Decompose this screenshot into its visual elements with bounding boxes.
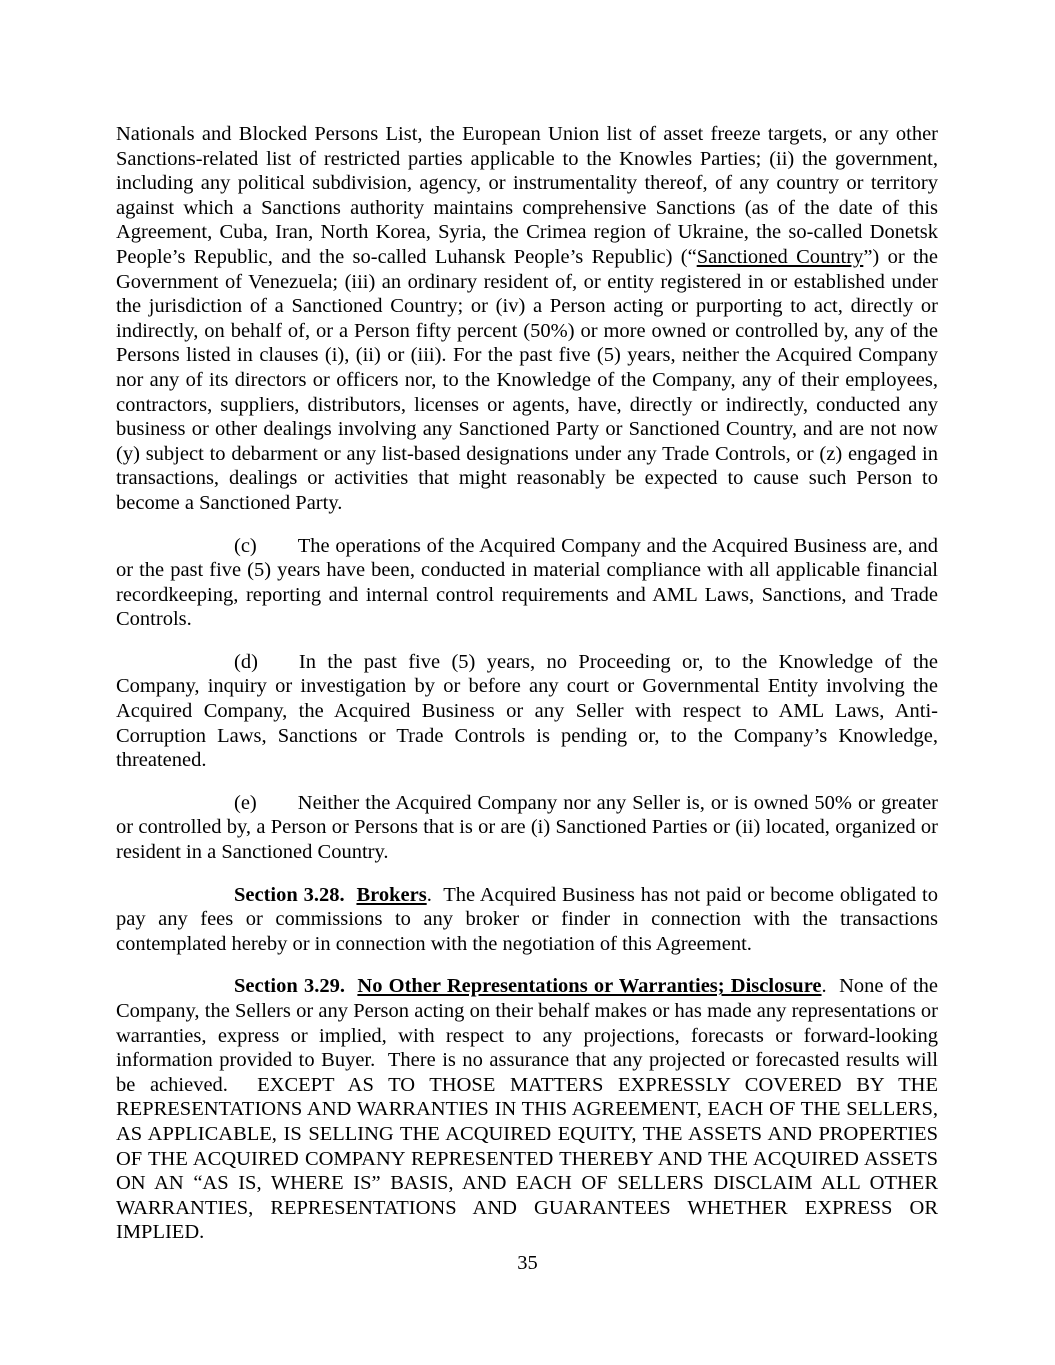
paragraph-sanctions-representation-continuation (116, 122, 938, 516)
paragraph-clause-c (116, 534, 938, 632)
section-heading: Brokers (356, 883, 427, 906)
clause-letter: (d) (234, 650, 258, 673)
text-run: ”) or the Government of Venezuela; (iii) an ordinary resident of, or entity registered in or established under the jurisdiction of a Sanctioned Country; or (iv) a Person acting or purporting to act, directly or indirectly, on behalf of, or a Person fifty percent (50%) or more owned or controlled by, any of the Persons listed in clauses (i), (ii) or (iii). For the past five (5) years, neither the Acquired Company nor any of its directors or officers nor, to the Knowledge of the Company, any of their employees, contractors, suppliers, distributors, licenses or agents, have, directly or indirectly, conducted any business or other dealings involving any Sanctioned Party or Sanctioned Country, and are not now (y) subject to debarment or any list-based designations under any Trade Controls, or (z) engaged in transactions, dealings or activities that might reasonably be expected to cause such Person to become a Sanctioned Party. (116, 245, 939, 514)
paragraph-clause-e (116, 791, 938, 865)
section-number: Section 3.28. (234, 883, 345, 906)
text-run: The operations of the Acquired Company and the Acquired Business are, and or the past five (5) years have been, conducted in material compliance with all applicable financial recordkeeping, reporting and internal control requirements and AML Laws, Sanctions, and Trade Controls. (116, 534, 938, 631)
text-run (345, 975, 357, 997)
text-run: . The Acquired Business has not paid or become obligated to pay any fees or commissions to any broker or finder in connection with the transactions contemplated hereby or in connection with the negotiation of this Agreement. (116, 883, 938, 955)
text-run: . None of the Company, the Sellers or any Person acting on their behalf makes or has made any representations or warranties, express or implied, with respect to any projections, forecasts or forward-looking information provided to Buyer. There is no assurance that any projected or forecasted results will be achieved. EXCEPT AS TO THOSE MATTERS EXPRESSLY COVERED BY THE REPRESENTATIONS AND WARRANTIES IN THIS AGREEMENT, EACH OF THE SELLERS, AS APPLICABLE, IS SELLING THE ACQUIRED EQUITY, THE ASSETS AND PROPERTIES OF THE ACQUIRED COMPANY REPRESENTED THEREBY AND THE ACQUIRED ASSETS ON AN “AS IS, WHERE IS” BASIS, AND EACH OF SELLERS DISCLAIM ALL OTHER WARRANTIES, REPRESENTATIONS AND GUARANTEES WHETHER EXPRESS OR IMPLIED. (116, 975, 938, 1244)
paragraph-clause-d (116, 650, 938, 773)
text-run (345, 884, 357, 906)
document-body (116, 122, 938, 1263)
paragraph-section-3-28-brokers (116, 883, 938, 957)
defined-term-sanctioned-country: Sanctioned Country (696, 245, 864, 268)
section-number: Section 3.29. (234, 975, 345, 998)
page-number: 35 (517, 1252, 538, 1274)
text-run: Nationals and Blocked Persons List, the European Union list of asset freeze targets, or any other Sanctions-related list of restricted parties applicable to the Knowles Parties; (ii) the government, including any political subdivision, agency, or instrumentality thereof, of any country or territory against which a Sanctions authority maintains comprehensive Sanctions (as of the date of this Agreement, Cuba, Iran, North Korea, Syria, the Crimea region of Ukraine, the so-called Donetsk People’s Republic, and the so-called Luhansk People’s Republic) (“ (116, 123, 938, 268)
clause-letter: (c) (234, 534, 257, 557)
text-run: Neither the Acquired Company nor any Seller is, or is owned 50% or greater or controlled by, a Person or Persons that is or are (i) Sanctioned Parties or (ii) located, organized or resident in a Sanctioned Country. (116, 791, 938, 864)
paragraph-section-3-29-no-other-representations (116, 974, 938, 1245)
section-heading: No Other Representations or Warranties; Disclosure (357, 975, 822, 998)
text-run: In the past five (5) years, no Proceeding or, to the Knowledge of the Company, inquiry or investigation by or before any court or Governmental Entity involving the Acquired Company, the Acquired Business or any Seller with respect to AML Laws, Anti-Corruption Laws, Sanctions or Trade Controls is pending or, to the Company’s Knowledge, threatened. (116, 650, 938, 772)
clause-letter: (e) (234, 791, 257, 814)
